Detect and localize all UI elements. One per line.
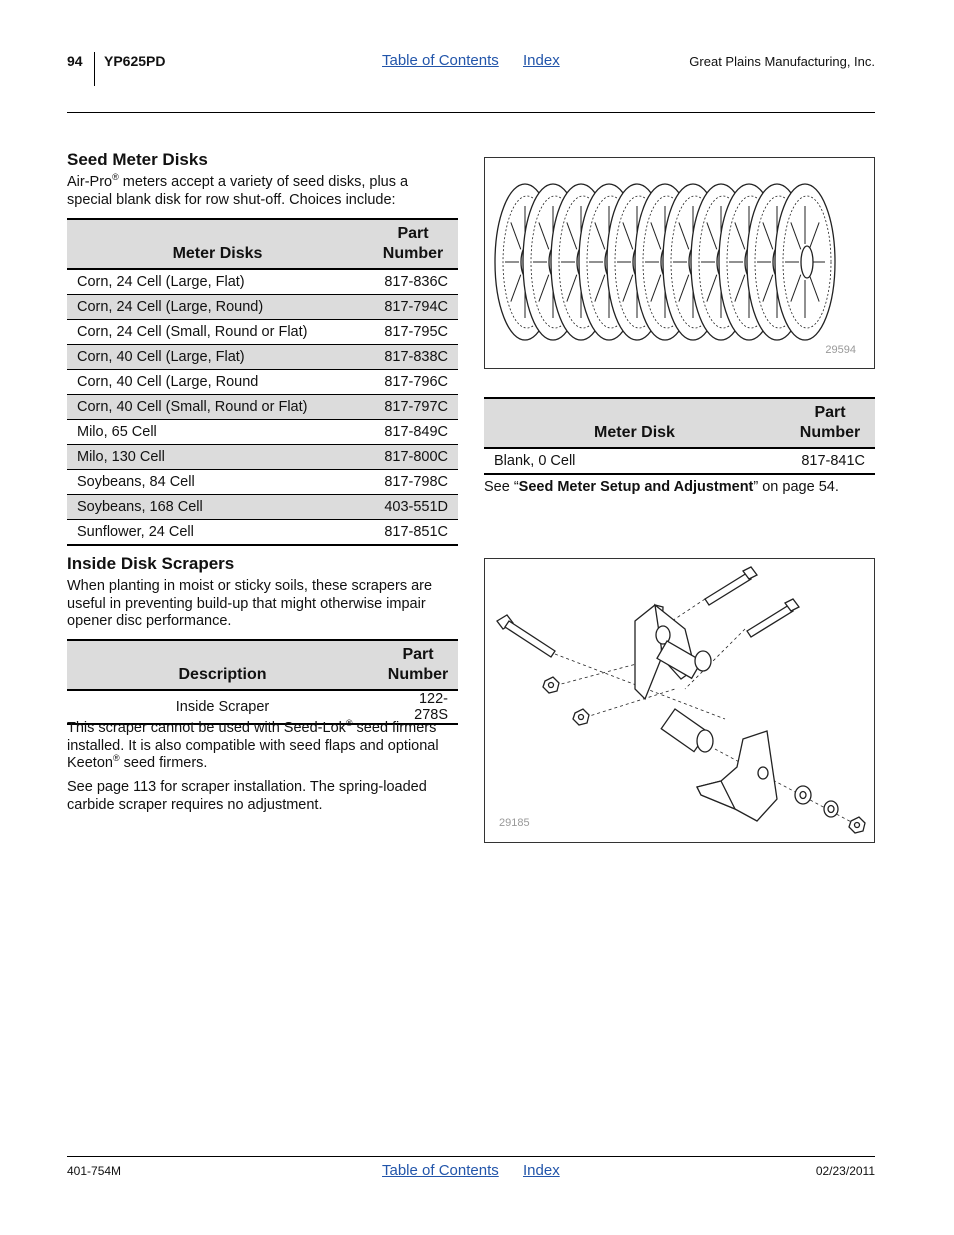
part-number: 817-795C (368, 320, 458, 345)
setup-link-text[interactable]: Seed Meter Setup and Adjustment (518, 479, 754, 495)
document-number: 401-754M (67, 1164, 122, 1178)
model-name: YP625PD (104, 53, 166, 69)
scraper-exploded-illustration (485, 559, 874, 842)
col-header-description: Description (67, 640, 378, 690)
table-row (67, 320, 458, 345)
part-number: 817-841C (785, 448, 875, 474)
section-title-seed-meter-disks: Seed Meter Disks (67, 150, 208, 169)
table-row (67, 295, 458, 320)
page-number: 94 (67, 53, 83, 69)
table-row (67, 420, 458, 445)
part-description: Soybeans, 168 Cell (67, 495, 368, 520)
part-description: Corn, 24 Cell (Large, Flat) (67, 269, 368, 295)
see-setup-reference: See “Seed Meter Setup and Adjustment” on page 54. (484, 479, 839, 495)
footer-index-link[interactable]: Index (523, 1162, 560, 1179)
company-name: Great Plains Manufacturing, Inc. (689, 54, 875, 69)
part-number: 817-838C (368, 345, 458, 370)
part-description: Milo, 130 Cell (67, 445, 368, 470)
meter-disks-figure (484, 157, 875, 369)
meter-disks-table (67, 218, 458, 546)
figure-number: 29185 (499, 817, 530, 829)
col-header-meter-disks: Meter Disks (67, 219, 368, 269)
col-header-part-number: Part Number (368, 219, 458, 269)
blank-disk-table (484, 397, 875, 475)
table-of-contents-link[interactable]: Table of Contents (382, 52, 499, 69)
scrapers-intro: When planting in moist or sticky soils, these scrapers are useful in preventing build-up that might otherwise impair opener disc performance. (67, 578, 433, 629)
section-title-inside-disk-scrapers: Inside Disk Scrapers (67, 554, 235, 573)
table-row (67, 520, 458, 546)
table-row (67, 690, 458, 724)
part-number: 403-551D (368, 495, 458, 520)
scraper-figure (484, 558, 875, 843)
table-row (67, 370, 458, 395)
table-row (484, 448, 875, 474)
part-description: Corn, 40 Cell (Large, Flat) (67, 345, 368, 370)
part-number: 817-849C (368, 420, 458, 445)
table-row (67, 395, 458, 420)
scraper-compatibility-note: This scraper cannot be used with Seed-Lok® seed firmers installed. It is also compatible with seed flaps and optional Keeton® seed firmers. (67, 718, 439, 771)
part-description: Milo, 65 Cell (67, 420, 368, 445)
table-row (67, 495, 458, 520)
part-description: Inside Scraper (67, 690, 378, 724)
figure-number: 29594 (825, 344, 856, 356)
header-divider (94, 52, 95, 86)
part-number: 817-797C (368, 395, 458, 420)
part-description: Corn, 24 Cell (Large, Round) (67, 295, 368, 320)
part-description: Blank, 0 Cell (484, 448, 785, 474)
col-header-part-number: Part Number (785, 398, 875, 448)
table-row (67, 269, 458, 295)
col-header-meter-disk: Meter Disk (484, 398, 785, 448)
part-description: Sunflower, 24 Cell (67, 520, 368, 546)
part-number: 817-851C (368, 520, 458, 546)
part-description: Soybeans, 84 Cell (67, 470, 368, 495)
part-description: Corn, 40 Cell (Large, Round (67, 370, 368, 395)
part-number: 817-798C (368, 470, 458, 495)
seed-meter-intro: Air-Pro® meters accept a variety of seed disks, plus a special blank disk for row shut-off. Choices include: (67, 172, 409, 208)
part-description: Corn, 24 Cell (Small, Round or Flat) (67, 320, 368, 345)
part-number: 817-794C (368, 295, 458, 320)
index-link[interactable]: Index (523, 52, 560, 69)
col-header-part-number: Part Number (378, 640, 458, 690)
scraper-table (67, 639, 458, 725)
scraper-installation-note: See page 113 for scraper installation. The spring-loaded carbide scraper requires no adjustment. (67, 779, 427, 813)
table-row (67, 470, 458, 495)
revision-date: 02/23/2011 (815, 1164, 875, 1178)
part-description: Corn, 40 Cell (Small, Round or Flat) (67, 395, 368, 420)
part-number: 817-796C (368, 370, 458, 395)
part-number: 817-800C (368, 445, 458, 470)
part-number: 122-278S (378, 690, 458, 724)
footer-rule (67, 1156, 875, 1157)
footer-table-of-contents-link[interactable]: Table of Contents (382, 1162, 499, 1179)
header-rule (67, 112, 875, 113)
table-row (67, 445, 458, 470)
meter-disks-illustration (485, 158, 874, 368)
table-row (67, 345, 458, 370)
part-number: 817-836C (368, 269, 458, 295)
